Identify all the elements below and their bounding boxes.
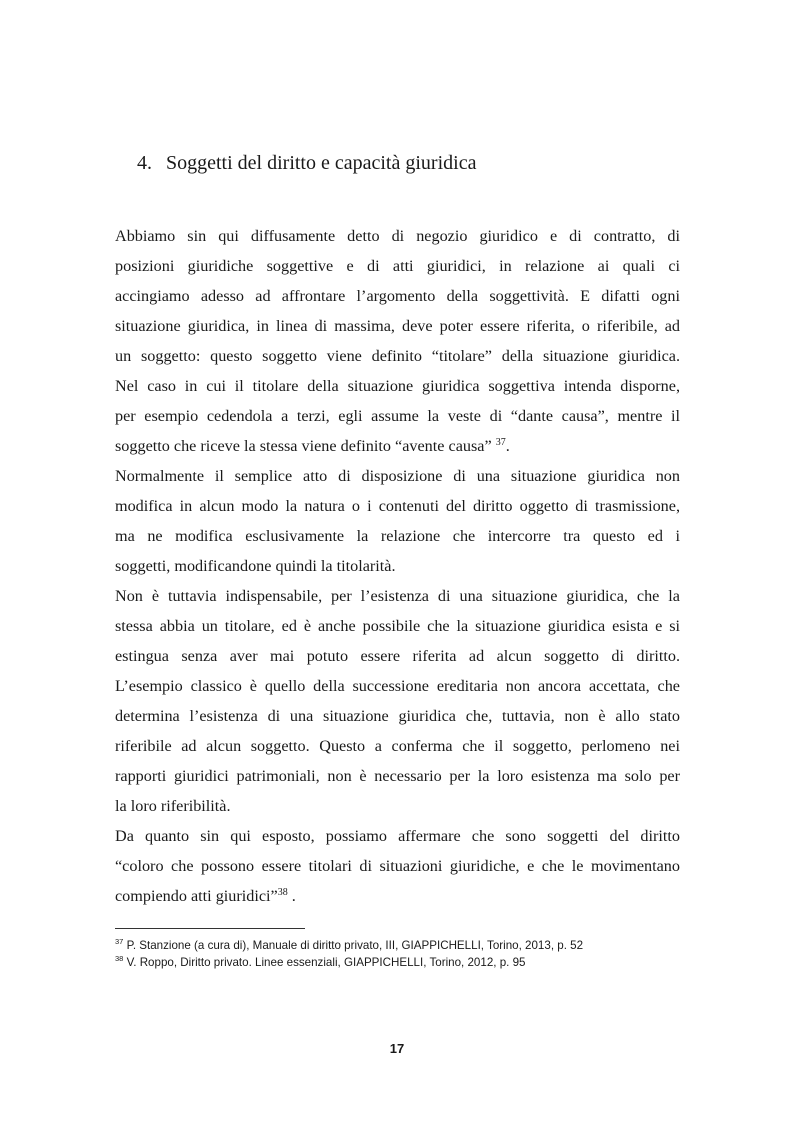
text-line [115,431,680,461]
text-line: soggetti, modificandone quindi la titolarità. [115,557,396,575]
text-line: Abbiamo sin qui diffusamente detto di negozio giuridico e di contratto, di [115,227,680,245]
text-line: stessa abbia un titolare, ed è anche possibile che la situazione giuridica esista e si [115,617,680,635]
punctuation: . [291,887,296,905]
footnote [115,954,715,971]
footnote-text: P. Stanzione (a cura di), Manuale di diritto privato, III, GIAPPICHELLI, Torino, 2013, p. 52 [126,939,584,952]
footnote [115,937,715,954]
section-title: Soggetti del diritto e capacità giuridica [166,152,477,174]
text-line: modifica in alcun modo la natura o i contenuti del diritto oggetto di trasmissione, [115,497,680,515]
punctuation: . [505,437,510,455]
footnote-text: V. Roppo, Diritto privato. Linee essenziali, GIAPPICHELLI, Torino, 2012, p. 95 [126,956,526,969]
text-segment: compiendo atti giuridici” [115,887,278,905]
section-heading [137,152,476,175]
text-line: L’esempio classico è quello della successione ereditaria non ancora accettata, che [115,677,680,695]
text-line: estingua senza aver mai potuto essere riferita ad alcun soggetto di diritto. [115,647,680,665]
text-line: rapporti giuridici patrimoniali, non è necessario per la loro esistenza ma solo per [115,767,680,785]
text-line: Nel caso in cui il titolare della situazione giuridica soggettiva intenda disporne, [115,377,680,395]
text-line: Da quanto sin qui esposto, possiamo affermare che sono soggetti del diritto [115,827,680,845]
text-line: riferibile ad alcun soggetto. Questo a conferma che il soggetto, perlomeno nei [115,737,680,755]
footnote-separator [115,928,305,929]
page-number: 17 [389,1041,405,1056]
text-line: “coloro che possono essere titolari di situazioni giuridiche, e che le movimentano [115,857,680,875]
footnote-number: 37 [115,936,124,946]
text-line: posizioni giuridiche soggettive e di atti giuridici, in relazione ai quali ci [115,257,680,275]
text-line: situazione giuridica, in linea di massima, deve poter essere riferita, o riferibile, ad [115,317,680,335]
footnotes [115,937,715,971]
text-line: determina l’esistenza di una situazione giuridica che, tuttavia, non è allo stato [115,707,680,725]
text-line: accingiamo adesso ad affrontare l’argomento della soggettività. E difatti ogni [115,287,680,305]
text-line: un soggetto: questo soggetto viene definito “titolare” della situazione giuridica. [115,347,680,365]
text-segment: soggetto che riceve la stessa viene definito “avente causa” [115,437,492,455]
footnote-number: 38 [115,953,124,963]
text-line [115,881,680,911]
text-line: Non è tuttavia indispensabile, per l’esistenza di una situazione giuridica, che la [115,587,680,605]
section-number: 4. [137,152,152,174]
text-line: Normalmente il semplice atto di disposizione di una situazione giuridica non [115,467,680,485]
text-line: la loro riferibilità. [115,797,231,815]
footnote-ref[interactable]: 38 [277,887,288,898]
text-line: per esempio cedendola a terzi, egli assume la veste di “dante causa”, mentre il [115,407,680,425]
body-text [115,221,680,911]
text-line: ma ne modifica esclusivamente la relazione che intercorre tra questo ed i [115,527,680,545]
footnote-ref[interactable]: 37 [495,437,506,448]
